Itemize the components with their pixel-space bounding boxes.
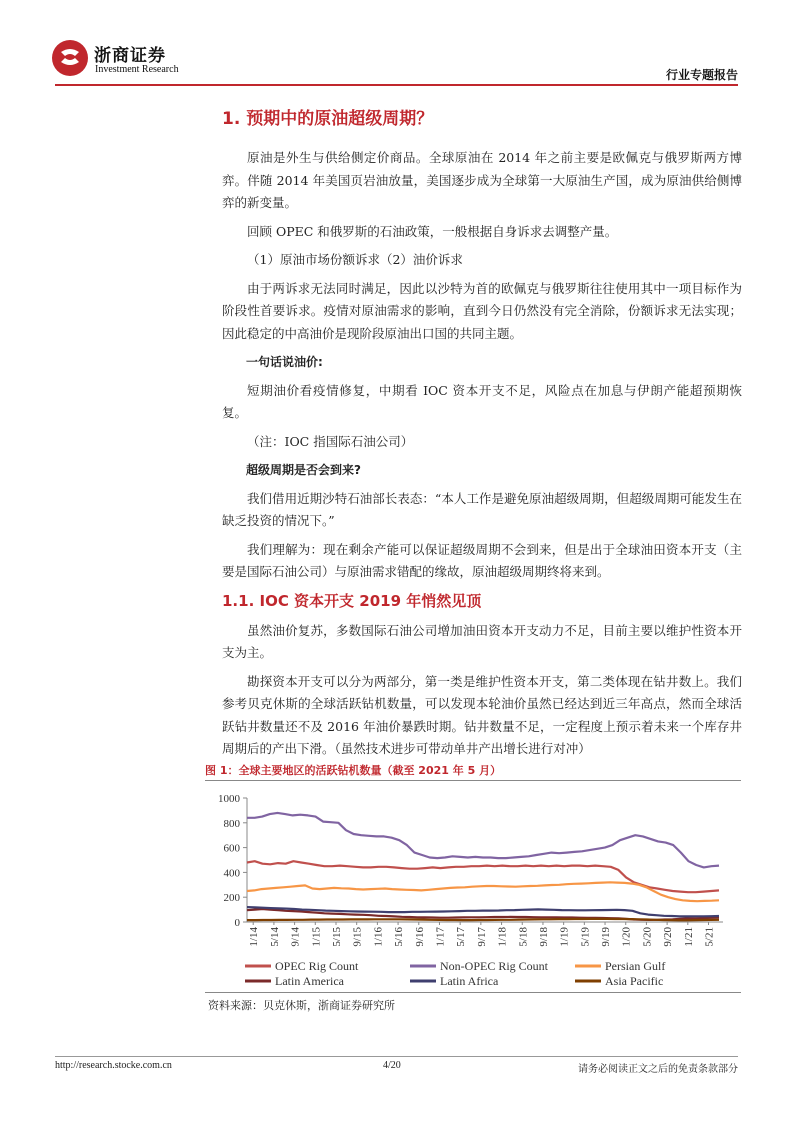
x-tick-label: 9/16 (413, 927, 426, 947)
x-tick-label: 9/19 (600, 927, 613, 947)
x-tick-label: 5/14 (268, 927, 281, 947)
x-tick-label: 9/14 (289, 927, 302, 947)
x-tick-label: 1/16 (372, 927, 385, 947)
y-tick-label: 600 (223, 842, 240, 855)
x-tick-label: 1/18 (496, 927, 509, 947)
x-tick-label: 5/21 (703, 927, 716, 947)
figure-title: 图 1：全球主要地区的活跃钻机数量（截至 2021 年 5 月） (205, 764, 502, 777)
subheading-oil-price: 一句话说油价: (246, 355, 323, 369)
x-tick-label: 1/15 (310, 927, 323, 947)
y-tick-label: 400 (223, 867, 240, 880)
legend-label: Non-OPEC Rig Count (440, 959, 549, 973)
logo-mark-icon (50, 38, 90, 78)
paragraph: 回顾 OPEC 和俄罗斯的石油政策，一般根据自身诉求去调整产量。 (247, 223, 618, 239)
series-line (247, 882, 719, 901)
subheading-supercycle: 超级周期是否会到来? (246, 463, 361, 477)
paragraph: 短期油价看疫情修复，中期看 IOC 资本开支不足，风险点在加息与伊朗产能超预期恢复。 (222, 382, 742, 420)
x-tick-label: 9/18 (537, 927, 550, 947)
x-tick-label: 1/17 (434, 927, 447, 947)
section-1-1-title: 1.1. IOC 资本开支 2019 年悄然见顶 (222, 591, 482, 610)
footer-url[interactable]: http://research.stocke.com.cn (55, 1060, 172, 1071)
figure-source: 资料来源：贝克休斯，浙商证券研究所 (208, 999, 395, 1012)
figure-bottom-rule (205, 992, 741, 993)
company-logo (50, 38, 180, 82)
y-tick-label: 800 (223, 817, 240, 830)
x-tick-label: 1/19 (558, 927, 571, 947)
paragraph: 勘探资本开支可以分为两部分，第一类是维护性资本开支，第二类体现在钻井数上。我们参考贝克休斯的全球活跃钻机数量，可以发现本轮油价虽然已经达到近三年高点，然而全球活跃钻井数量还不及 2016 年油价暴跌时期。钻井数量不足，一定程度上预示着未来一个库存井周期后的产出下滑。（虽然技术进步可带动单井产出增长进行对冲） (222, 673, 742, 756)
series-line (247, 919, 719, 920)
section-1-title: 1. 预期中的原油超级周期？ (222, 109, 434, 129)
x-tick-label: 9/20 (662, 927, 675, 947)
footer-disclaimer: 请务必阅读正文之后的免责条款部分 (578, 1064, 738, 1075)
header-divider (55, 84, 738, 86)
y-tick-label: 200 (223, 892, 240, 905)
note: （注：IOC 指国际石油公司） (247, 433, 414, 449)
legend-label: Persian Gulf (605, 959, 666, 973)
paragraph: 我们借用近期沙特石油部长表态：“本人工作是避免原油超级周期，但超级周期可能发生在缺乏投资的情况下。” (222, 490, 742, 528)
legend-label: Asia Pacific (605, 974, 664, 988)
x-tick-label: 5/15 (330, 927, 343, 947)
y-tick-label: 1000 (218, 793, 240, 805)
footer-divider (55, 1056, 738, 1057)
rig-count-chart (205, 784, 741, 990)
page-number: 4/20 (383, 1060, 401, 1071)
x-tick-label: 1/20 (620, 927, 633, 947)
legend-label: Latin Africa (440, 974, 499, 988)
paragraph: 我们理解为：现在剩余产能可以保证超级周期不会到来，但是出于全球油田资本开支（主要是国际石油公司）与原油需求错配的缘故，原油超级周期终将来到。 (222, 541, 742, 579)
paragraph: 由于两诉求无法同时满足，因此以沙特为首的欧佩克与俄罗斯往往使用其中一项目标作为阶段性首要诉求。疫情对原油需求的影响，直到今日仍然没有完全消除，份额诉求无法实现；因此稳定的中高油价是现阶段原油出口国的共同主题。 (222, 280, 742, 341)
paragraph: 原油是外生与供给侧定价商品。全球原油在 2014 年之前主要是欧佩克与俄罗斯两方博弈。伴随 2014 年美国页岩油放量，美国逐步成为全球第一大原油生产国，成为原油供给侧博弈的新变量。 (222, 150, 742, 210)
figure-top-rule (205, 780, 741, 781)
paragraph: （1）原油市场份额诉求（2）油价诉求 (247, 252, 463, 267)
x-tick-label: 1/14 (248, 927, 261, 947)
x-tick-label: 5/18 (517, 927, 530, 947)
x-tick-label: 9/17 (475, 927, 488, 947)
x-tick-label: 5/19 (579, 927, 592, 947)
y-tick-label: 0 (234, 917, 240, 929)
legend-label: OPEC Rig Count (275, 959, 359, 973)
x-tick-label: 1/21 (682, 927, 695, 947)
main-content (222, 104, 742, 767)
series-line (247, 813, 719, 868)
x-tick-label: 5/16 (393, 927, 406, 947)
company-name-en: Investment Research (95, 64, 179, 75)
report-category: 行业专题报告 (665, 68, 738, 82)
x-tick-label: 9/15 (351, 927, 364, 947)
paragraph: 虽然油价复苏，多数国际石油公司增加油田资本开支动力不足，目前主要以维护性资本开支为主。 (222, 622, 742, 660)
company-name-cn: 浙商证券 (94, 46, 166, 66)
legend-label: Latin America (275, 974, 344, 988)
x-tick-label: 5/20 (641, 927, 654, 947)
x-tick-label: 5/17 (455, 927, 468, 947)
